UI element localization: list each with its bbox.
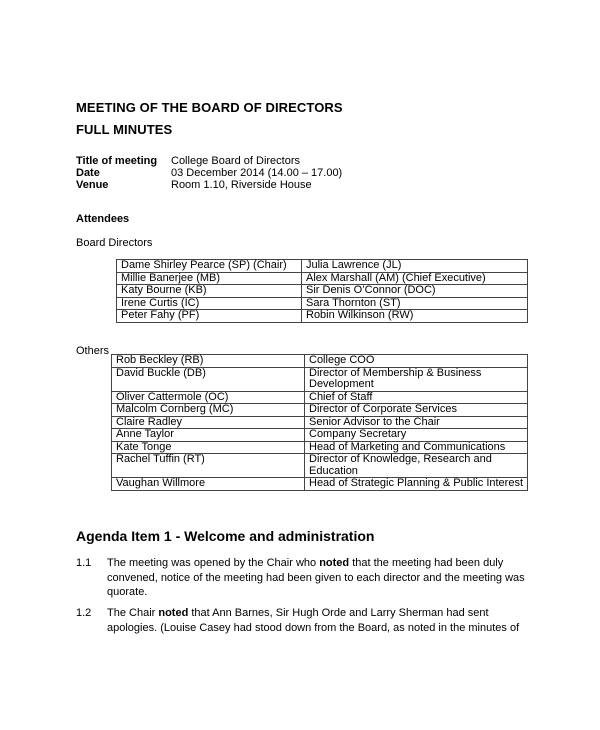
role-cell: Director of Membership & Business Development (305, 367, 528, 391)
meta-key: Venue (76, 179, 109, 191)
meta-value: College Board of Directors (171, 155, 301, 167)
other-attendee-row (112, 478, 528, 491)
text-run-bold: noted (319, 557, 350, 569)
meeting-details (76, 155, 342, 191)
role-cell: Head of Marketing and Communications (305, 441, 528, 454)
board-director-row (117, 310, 528, 323)
other-attendee-row (112, 416, 528, 429)
board-director-row (117, 285, 528, 298)
other-attendee-row (112, 429, 528, 442)
meta-key: Date (76, 167, 100, 179)
document-heading: MEETING OF THE BOARD OF DIRECTORS (76, 100, 343, 115)
meta-row (76, 155, 342, 167)
text-run: The Chair (107, 607, 159, 619)
name-cell: Claire Radley (112, 416, 305, 429)
paragraph-number: 1.2 (76, 607, 92, 619)
board-director-row (117, 297, 528, 310)
paragraph-number: 1.1 (76, 557, 92, 569)
name-cell: Dame Shirley Pearce (SP) (Chair) (117, 260, 302, 273)
name-cell: Malcolm Cornberg (MC) (112, 404, 305, 417)
board-director-row (117, 272, 528, 285)
name-cell: Julia Lawrence (JL) (302, 260, 528, 273)
board-directors-table (116, 259, 528, 323)
name-cell: Alex Marshall (AM) (Chief Executive) (302, 272, 528, 285)
text-run: that Ann Barnes, Sir Hugh Orde and Larry Sherman had sent apologies. (Louise Casey had stood down from the Board, as noted in the minutes of (107, 607, 520, 634)
name-cell: Oliver Cattermole (OC) (112, 391, 305, 404)
other-attendee-row (112, 367, 528, 391)
name-cell: Sara Thornton (ST) (302, 297, 528, 310)
other-attendee-row (112, 441, 528, 454)
paragraph-text (107, 556, 537, 600)
paragraph-text (107, 606, 537, 635)
meta-value: Room 1.10, Riverside House (171, 179, 312, 191)
other-attendee-row (112, 355, 528, 368)
role-cell: College COO (305, 355, 528, 368)
name-cell: Katy Bourne (KB) (117, 285, 302, 298)
name-cell: Peter Fahy (PF) (117, 310, 302, 323)
board-directors-label: Board Directors (76, 237, 153, 249)
name-cell: Irene Curtis (IC) (117, 297, 302, 310)
name-cell: Sir Denis O’Connor (DOC) (302, 285, 528, 298)
other-attendee-row (112, 404, 528, 417)
name-cell: David Buckle (DB) (112, 367, 305, 391)
role-cell: Head of Strategic Planning & Public Interest (305, 478, 528, 491)
role-cell: Director of Corporate Services (305, 404, 528, 417)
others-table (111, 354, 528, 491)
name-cell: Millie Banerjee (MB) (117, 272, 302, 285)
text-run-bold: noted (158, 607, 189, 619)
role-cell: Company Secretary (305, 429, 528, 442)
text-run: The meeting was opened by the Chair who (107, 557, 320, 569)
name-cell: Rachel Tuffin (RT) (112, 454, 305, 478)
agenda-title: Agenda Item 1 - Welcome and administration (76, 528, 375, 544)
meta-row (76, 167, 342, 179)
name-cell: Kate Tonge (112, 441, 305, 454)
name-cell: Vaughan Willmore (112, 478, 305, 491)
name-cell: Robin Wilkinson (RW) (302, 310, 528, 323)
meta-key: Title of meeting (76, 155, 158, 167)
meta-value: 03 December 2014 (14.00 – 17.00) (171, 167, 343, 179)
name-cell: Rob Beckley (RB) (112, 355, 305, 368)
role-cell: Chief of Staff (305, 391, 528, 404)
other-attendee-row (112, 391, 528, 404)
other-attendee-row (112, 454, 528, 478)
role-cell: Senior Advisor to the Chair (305, 416, 528, 429)
attendees-title: Attendees (76, 213, 130, 225)
others-label: Others (76, 345, 110, 357)
role-cell: Director of Knowledge, Research and Education (305, 454, 528, 478)
meta-row (76, 179, 342, 191)
board-director-row (117, 260, 528, 273)
text-run: that the meeting had been duly convened, notice of the meeting had been given to each director and the meeting was quorate. (107, 557, 525, 598)
name-cell: Anne Taylor (112, 429, 305, 442)
document-subheading: FULL MINUTES (76, 122, 173, 137)
